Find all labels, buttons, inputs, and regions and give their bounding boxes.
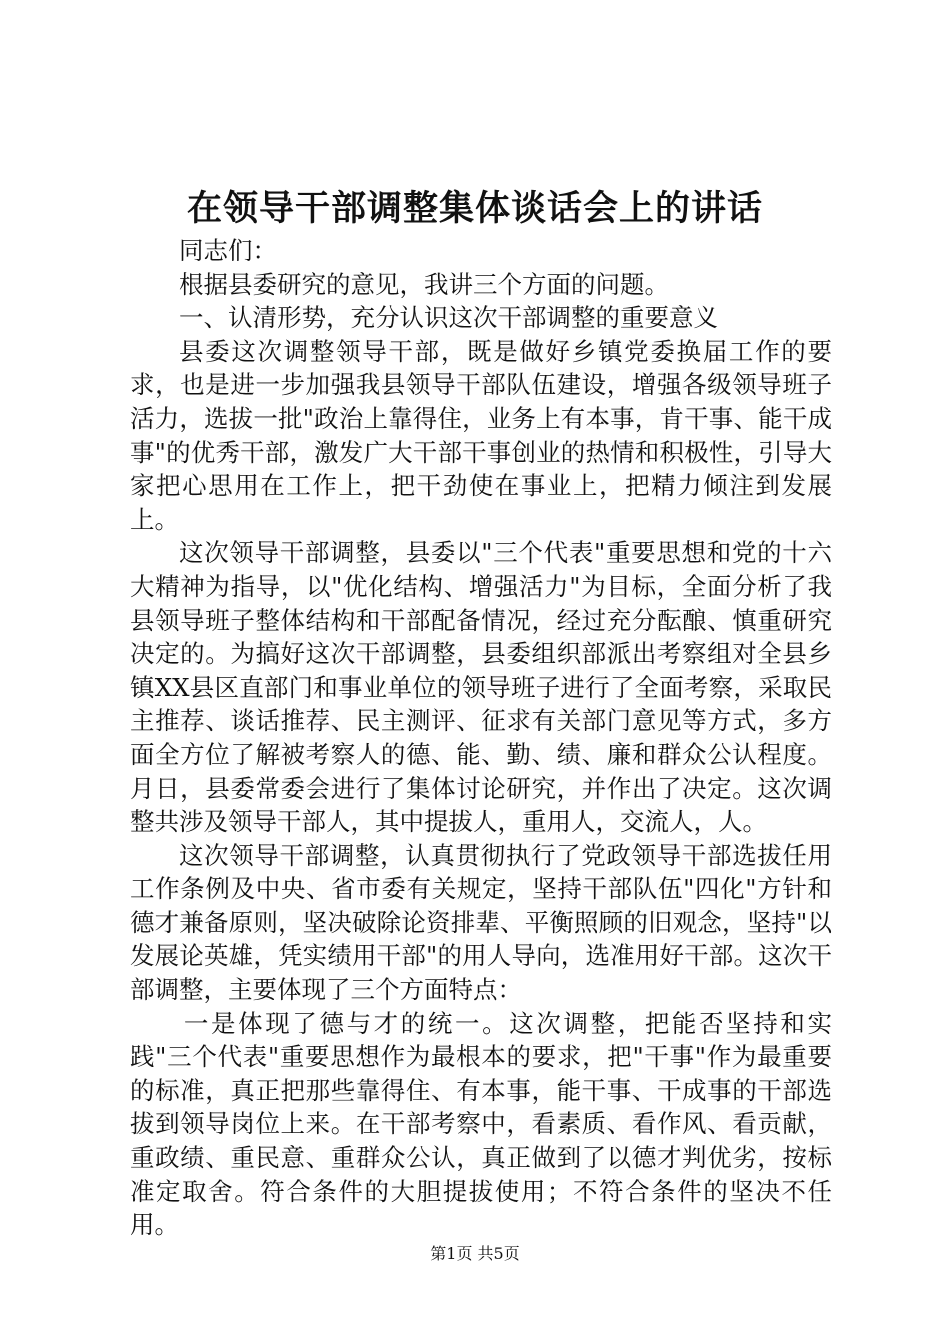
document-body bbox=[130, 234, 832, 1242]
salutation-paragraph: 同志们： bbox=[179, 236, 277, 265]
body-paragraph: 一是体现了德与才的统一。这次调整，把能否坚持和实践"三个代表"重要思想作为最根本的要求，把"干事"作为最重要的标准，真正把那些靠得住、有本事，能干事、干成事的干部选拔到领导岗位上来。在干部考察中，看素质、看作风、看贡献，重政绩、重民意、重群众公认，真正做到了以德才判优劣，按标准定取舍。符合条件的大胆提拔使用；不符合条件的坚决不任用。 bbox=[130, 1008, 832, 1240]
body-paragraph: 这次领导干部调整，认真贯彻执行了党政领导干部选拔任用工作条例及中央、省市委有关规定，坚持干部队伍"四化"方针和德才兼备原则，坚决破除论资排辈、平衡照顾的旧观念，坚持"以发展论英雄，凭实绩用干部"的用人导向，选准用好干部。这次干部调整，主要体现了三个方面特点： bbox=[130, 840, 832, 1005]
intro-paragraph: 根据县委研究的意见，我讲三个方面的问题。 bbox=[179, 269, 669, 299]
page-number: 第1页 共5页 bbox=[430, 1244, 520, 1263]
section-heading-1: 一、认清形势，充分认识这次干部调整的重要意义 bbox=[179, 303, 718, 333]
document-title: 在领导干部调整集体谈话会上的讲话 bbox=[186, 188, 763, 229]
body-paragraph: 县委这次调整领导干部，既是做好乡镇党委换届工作的要求，也是进一步加强我县领导干部队伍建设，增强各级领导班子活力，选拔一批"政治上靠得住，业务上有本事，肯干事、能干成事"的优秀干部，激发广大干部干事创业的热情和积极性，引导大家把心思用在工作上，把干劲使在事业上，把精力倾注到发展上。 bbox=[130, 336, 832, 534]
body-paragraph: 这次领导干部调整，县委以"三个代表"重要思想和党的十六大精神为指导，以"优化结构、增强活力"为目标，全面分析了我县领导班子整体结构和干部配备情况，经过充分酝酿、慎重研究决定的。为搞好这次干部调整，县委组织部派出考察组对全县乡镇XX县区直部门和事业单位的领导班子进行了全面考察，采取民主推荐、谈话推荐、民主测评、征求有关部门意见等方式，多方面全方位了解被考察人的德、能、勤、绩、廉和群众公认程度。月日，县委常委会进行了集体讨论研究，并作出了决定。这次调整共涉及领导干部人，其中提拔人，重用人，交流人，人。 bbox=[130, 538, 832, 837]
